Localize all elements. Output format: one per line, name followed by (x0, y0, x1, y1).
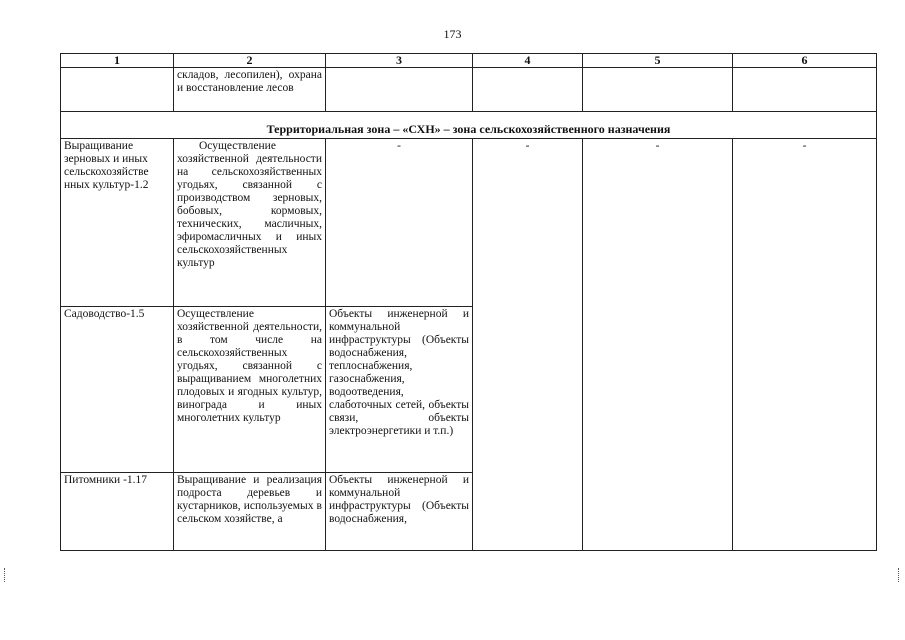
cell-col5: - (583, 139, 733, 551)
page-number: 173 (443, 27, 462, 41)
column-number-5: 5 (583, 54, 733, 68)
zone-row (61, 112, 877, 139)
column-number-6: 6 (733, 54, 877, 68)
continuation-cell-3 (326, 68, 473, 112)
use-description: Выращивание и реализация подроста деревьев и кустарников, используемых в сельском хозяйстве, а (174, 473, 326, 551)
infrastructure-text: Объекты инженерной и коммунальной инфраструктуры (Объекты водоснабжения, теплоснабжения, газоснабжения, водоотведения, слаботочных сетей, объекты связи, объекты электроэнергетики и т.п.) (326, 307, 473, 473)
zone-title: Территориальная зона – «СХН» – зона сельскохозяйственного назначения (61, 112, 877, 139)
continuation-cell-1 (61, 68, 174, 112)
regulations-table (60, 53, 877, 551)
use-name: Садоводство-1.5 (61, 307, 174, 473)
cell-col4: - (473, 139, 583, 551)
cell-col3: - (326, 139, 473, 307)
use-description: Осуществление хозяйственной деятельности на сельскохозяйственных угодьях, связанной с производством зерновых, бобовых, кормовых, технических, масличных, эфиромасличных и иных сельскохозяйственных культур (174, 139, 326, 307)
scan-edge-mark-left (4, 568, 8, 582)
column-number-1: 1 (61, 54, 174, 68)
continuation-cell-6 (733, 68, 877, 112)
cell-col6: - (733, 139, 877, 551)
continuation-cell-5 (583, 68, 733, 112)
scan-edge-mark-right (898, 568, 902, 582)
column-number-row (61, 54, 877, 68)
use-description: Осуществление хозяйственной деятельности, в том числе на сельскохозяйственных угодьях, связанной с выращиванием многолетних плодовых и ягодных культур, винограда и иных многолетних культур (174, 307, 326, 473)
continuation-row (61, 68, 877, 112)
infrastructure-text: Объекты инженерной и коммунальной инфраструктуры (Объекты водоснабжения, (326, 473, 473, 551)
column-number-3: 3 (326, 54, 473, 68)
use-name: Выращивание зерновых и иных сельскохозяйстве нных культур-1.2 (61, 139, 174, 307)
table-row (61, 139, 877, 307)
continuation-description: складов, лесопилен), охрана и восстановление лесов (174, 68, 326, 112)
continuation-cell-4 (473, 68, 583, 112)
column-number-4: 4 (473, 54, 583, 68)
use-name: Питомники -1.17 (61, 473, 174, 551)
column-number-2: 2 (174, 54, 326, 68)
